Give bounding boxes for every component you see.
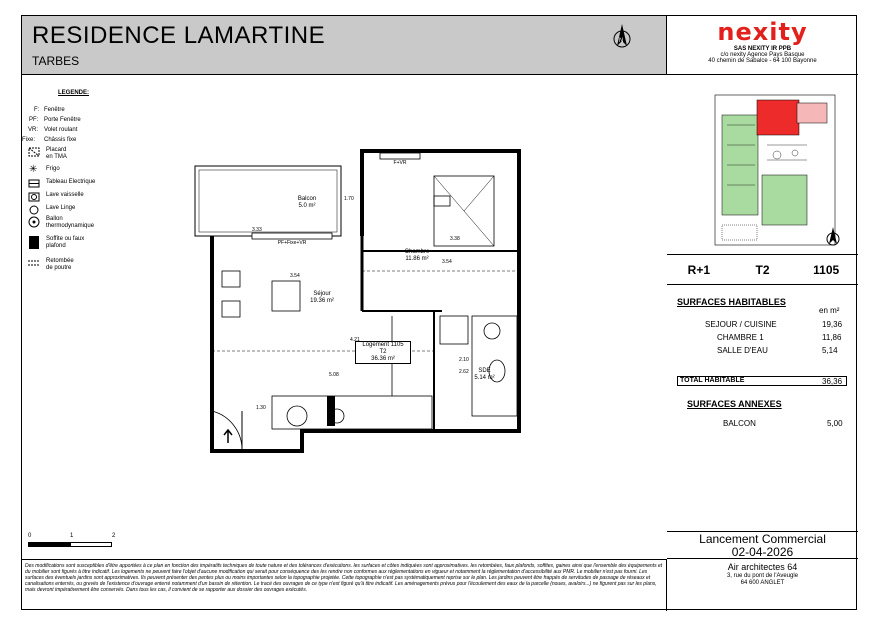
beam-icon — [28, 258, 40, 268]
soffit-icon — [29, 236, 39, 249]
project-title: RESIDENCE LAMARTINE — [32, 22, 326, 49]
nexity-logo: nexity — [717, 18, 808, 46]
surface-value-chambre: 11,86 — [822, 333, 842, 342]
unit-tag: Logement 1105 T2 36.36 m² — [355, 341, 411, 364]
building-key-plan — [667, 75, 858, 255]
surface-value-sde: 5,14 — [822, 346, 838, 355]
surface-label-sejour: SEJOUR / CUISINE — [705, 320, 777, 329]
bedroom-window-label: F+VR — [393, 160, 407, 166]
entrance-arrow-icon — [224, 430, 232, 443]
surface-value-sejour: 19,36 — [822, 320, 843, 329]
placard-icon — [28, 147, 40, 157]
balcony-door — [252, 233, 332, 239]
water-heater-icon — [28, 216, 40, 228]
floor-plan-drawing — [172, 141, 532, 461]
dim-sejour-width: 3.54 — [290, 273, 300, 279]
dishwasher-icon — [28, 192, 40, 202]
key-plan-north-icon — [823, 225, 843, 249]
total-label: TOTAL HABITABLE — [680, 377, 745, 384]
scale-bar: 0 1 2 — [28, 533, 118, 549]
soffit-block — [327, 396, 335, 426]
launch-date: 02-04-2026 — [731, 545, 794, 559]
dim-entry-width: 1.30 — [256, 405, 266, 411]
brand-address: 40 chemin de Sabalce - 64 100 Bayonne — [708, 58, 817, 64]
launch-title: Lancement Commercial — [699, 532, 826, 546]
title-block — [22, 16, 667, 75]
frigo-icon: ✳ — [29, 164, 38, 175]
room-chambre: Chambre 11.86 m² — [404, 249, 430, 262]
plan-sheet: RESIDENCE LAMARTINE TARBES N LEGENDE: F: Fenêtre PF: Porte Fenêtre VR: Volet roulant Fixe: Châssis fixe Placard en TMA ✳ Frigo Tableau Electrique Lave vaisselle Lave Linge Ballon thermodynamique Soffite ou faux plafond Retombée de poutre Balcon 5.0 m² Chambre 11.86 m² Séjour 19.36 m² SDE 5.14 m² Logement 1105 T2 36.36 m² PF+Fixe+VR F+VR 3.33 1.70 3.38 3.54 3.54 4.21 5.08 2.10 2.62 1.30 0 1 2 Des modifications sont susceptibles d'être apportées à ce plan en fonction des impératifs techniques de toute nature et des tolérances d'exécutions. les surfaces et côtes indiquées sont approximatives. les retombées, faux plafonds, soffites, gaines ainsi que l'ensemble des équipements et du mobilier sont figurés à titre indicatif. Les logements ne peuvent faire l'objet d'aucune modification qui serait pour conséquence des les rendre non conformes aux réglementations en vigueur et notamment la réglementation d'accessibilité aux PMR. Le mobilier n'est pas fourni. Les surfaces des éventuels jardins sont approximatives. Ils peuvent présenter des pentes plus ou moins importantes selon la topographie projetée. Cette topographie n'est pas systématiquement reprise sur le plan. Les jardins peuvent être frappés de servitudes de passage de réseaux et canalisations enterrés, ou grevés de l'existence d'ouvrage enterré notamment d'un bassin de rétention. Le tracé des ouvrages de ce type n'est figuré qu'à titre indicatif. Les aménagements prévus pour l'écoulement des eaux de la parcelle (noues, avaloirs...) ne figurent pas sur les plans, mais devront impérativement être conservés. Dans tous les cas, il convient de se rapporter aux dossier des ouvrages exécutés. nexity SAS NEXITY IR PPB c/o nexity Agence Pays Basque 40 chemin de Sabalce - 64 100 Bayonne R+1 T2 1105 SURFACES HABITABLES en m² SEJOUR / CUISINE 19,36 CHAMBRE 1 11,86 SALLE D'EAU 5,14 TOTAL HABITABLE 36,36 SURFACES ANNEXES BALCON 5,00 Lancement Commercial 02-04-2026 Air architectes 64 3, rue du pont de l'Aveugle 64 600 ANGLET — [21, 15, 857, 610]
architect-name: Air architectes 64 — [727, 562, 798, 572]
balcony-door-label: PF+Fixe+VR — [277, 240, 307, 246]
dim-chambre-depth: 3.38 — [450, 236, 460, 242]
dim-chambre-width: 3.54 — [442, 259, 452, 265]
floor-plan — [172, 141, 532, 466]
surfaces-habitables-title: SURFACES HABITABLES — [677, 297, 786, 307]
commercial-launch — [667, 531, 858, 559]
project-city: TARBES — [32, 54, 80, 68]
brand-company: SAS NEXITY IR PPB — [733, 46, 792, 52]
surface-label-sde: SALLE D'EAU — [717, 346, 768, 355]
brand-agency: c/o nexity Agence Pays Basque — [720, 52, 805, 58]
unit-type: T2 — [755, 262, 770, 277]
legend-title: LEGENDE: — [58, 90, 90, 96]
dim-balcon-width: 3.33 — [252, 227, 262, 233]
room-sde: SDE 5.14 m² — [474, 368, 495, 381]
info-column — [667, 16, 858, 611]
dim-sejour-length: 5.08 — [329, 372, 339, 378]
disclaimer: Des modifications sont susceptibles d'être apportées à ce plan en fonction des impératifs techniques de toute nature et des tolérances d'exécutions. les surfaces et côtes indiquées sont approximatives. les retombées, faux plafonds, soffites, gaines ainsi que l'ensemble des équipements et du mobilier sont figurés à titre indicatif. Les logements ne peuvent faire l'objet d'aucune modification qui serait pour conséquence des les rendre non conformes aux réglementations en vigueur et notamment la réglementation d'accessibilité aux PMR. Le mobilier n'est pas fourni. Les surfaces des éventuels jardins sont approximatives. Ils peuvent présenter des pentes plus ou moins importantes selon la topographie projetée. Cette topographie n'est pas systématiquement reprise sur le plan. Les jardins peuvent être frappés de servitudes de passage de réseaux et canalisations enterrés, ou grevés de l'existence d'ouvrage enterré notamment d'un bassin de rétention. Le tracé des ouvrages de ce type n'est figuré qu'à titre indicatif. Les aménagements prévus pour l'écoulement des eaux de la parcelle (noues, avaloirs...) ne figurent pas sur les plans, mais devront impérativement être conservés. Dans tous les cas, il convient de se rapporter aux dossier des ouvrages exécutés. — [22, 559, 667, 611]
surface-label-chambre: CHAMBRE 1 — [717, 333, 764, 342]
annexe-label-balcon: BALCON — [723, 419, 756, 428]
architect-city: 64 600 ANGLET — [740, 580, 785, 586]
dim-sejour-depth: 4.21 — [350, 337, 360, 343]
electric-panel-icon — [28, 179, 40, 189]
unit-identification — [667, 255, 858, 285]
unit-level: R+1 — [687, 262, 711, 277]
room-balcon: Balcon 5.0 m² — [297, 196, 317, 209]
annexe-value-balcon: 5,00 — [827, 419, 843, 428]
architect-block — [667, 562, 858, 586]
room-sejour: Séjour 19.36 m² — [310, 291, 334, 304]
total-value: 36,36 — [822, 377, 843, 386]
surfaces-unit: en m² — [819, 306, 840, 315]
dim-sde-depth: 2.62 — [459, 369, 469, 375]
washing-machine-icon — [28, 205, 40, 215]
dim-sde-width: 2.10 — [459, 357, 469, 363]
unit-number: 1105 — [813, 262, 840, 277]
brand-block — [667, 16, 858, 75]
bedroom-window — [380, 153, 420, 159]
surfaces-annexes-title: SURFACES ANNEXES — [687, 399, 782, 409]
svg-text:N: N — [619, 38, 624, 44]
north-arrow-icon — [608, 22, 636, 52]
architect-address: 3, rue du pont de l'Aveugle — [726, 573, 799, 579]
dim-balcon-depth: 1.70 — [344, 196, 354, 202]
